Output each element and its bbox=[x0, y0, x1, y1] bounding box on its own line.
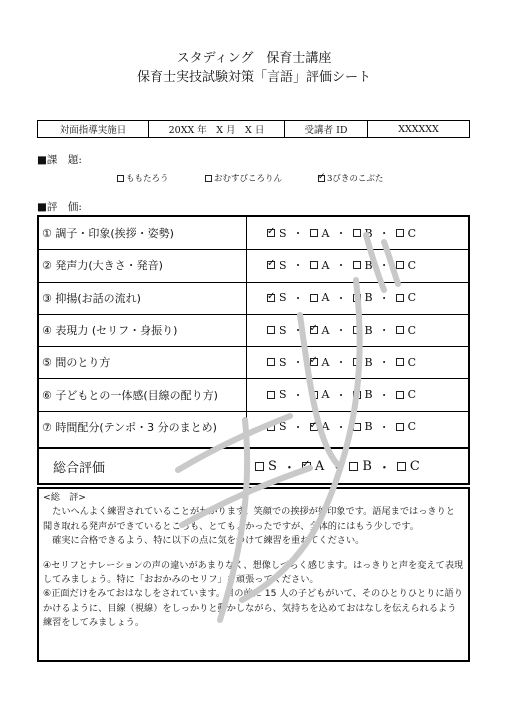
grade-letter: C bbox=[407, 420, 417, 434]
grade-separator: ・ bbox=[292, 291, 304, 305]
grade-letter: C bbox=[407, 226, 417, 240]
task-option-1[interactable] bbox=[117, 172, 169, 184]
grade-option-c[interactable] bbox=[396, 259, 416, 272]
grade-separator: ・ bbox=[292, 227, 304, 241]
task-label: ■課 題: bbox=[37, 154, 82, 166]
grade-letter: C bbox=[407, 355, 417, 369]
grade-option-c[interactable] bbox=[396, 388, 416, 401]
grade-letter: A bbox=[321, 355, 330, 369]
date-value: 20XX 年 X 月 X 日 bbox=[149, 121, 285, 137]
grade-option-c[interactable] bbox=[396, 356, 416, 369]
grade-letter: S bbox=[279, 388, 287, 402]
grade-letter: C bbox=[407, 258, 417, 272]
grade-separator: ・ bbox=[335, 259, 347, 273]
checkbox-icon[interactable] bbox=[396, 358, 404, 366]
criterion-row bbox=[39, 217, 468, 250]
grade-letter: S bbox=[279, 420, 287, 434]
checkbox-icon[interactable] bbox=[310, 423, 318, 431]
checkbox-icon[interactable] bbox=[353, 229, 361, 237]
info-table bbox=[37, 120, 470, 138]
task-option-label: おむすびころりん bbox=[214, 174, 283, 184]
grade-letter: B bbox=[364, 323, 373, 337]
criterion-label: ② 発声力(大きさ・発音) bbox=[39, 249, 247, 281]
checkbox-icon[interactable] bbox=[267, 423, 275, 431]
grade-letter: B bbox=[364, 291, 373, 305]
checkbox-icon[interactable] bbox=[267, 229, 275, 237]
grade-option-s[interactable] bbox=[267, 291, 287, 304]
checkbox-icon[interactable] bbox=[310, 326, 318, 334]
grade-letter: B bbox=[364, 258, 373, 272]
grade-letter: C bbox=[409, 458, 420, 474]
checkbox-icon[interactable] bbox=[318, 175, 325, 182]
checkbox-icon[interactable] bbox=[205, 175, 212, 182]
grade-letter: B bbox=[364, 388, 373, 402]
checkbox-icon[interactable] bbox=[310, 391, 318, 399]
grade-separator: ・ bbox=[292, 420, 304, 434]
checkbox-icon[interactable] bbox=[302, 462, 311, 471]
grade-separator: ・ bbox=[378, 324, 390, 338]
task-option-label: 3びきのこぶた bbox=[327, 174, 384, 184]
checkbox-icon[interactable] bbox=[267, 261, 275, 269]
grade-separator: ・ bbox=[335, 420, 347, 434]
grade-option-s[interactable] bbox=[267, 259, 287, 272]
checkbox-icon[interactable] bbox=[353, 294, 361, 302]
grade-letter: S bbox=[279, 226, 287, 240]
checkbox-icon[interactable] bbox=[397, 462, 406, 471]
grade-option-b[interactable] bbox=[353, 291, 373, 304]
grade-separator: ・ bbox=[282, 460, 296, 476]
page-title: スタディング 保育士講座 bbox=[176, 51, 332, 66]
grade-option-s[interactable] bbox=[267, 324, 287, 337]
criterion-row bbox=[39, 346, 468, 379]
criterion-row bbox=[39, 411, 468, 443]
grade-option-a[interactable] bbox=[310, 259, 330, 272]
grade-options bbox=[247, 346, 468, 378]
grade-letter: A bbox=[321, 226, 330, 240]
grade-letter: A bbox=[321, 420, 330, 434]
grade-separator: ・ bbox=[335, 291, 347, 305]
grade-options bbox=[247, 379, 468, 411]
checkbox-icon[interactable] bbox=[353, 358, 361, 366]
criterion-row bbox=[39, 282, 468, 315]
total-grade-option-a[interactable] bbox=[302, 459, 324, 474]
grade-letter: A bbox=[321, 388, 330, 402]
grade-letter: A bbox=[314, 458, 325, 474]
task-option-label: ももたろう bbox=[126, 174, 169, 184]
checkbox-icon[interactable] bbox=[117, 175, 124, 182]
checkbox-icon[interactable] bbox=[267, 358, 275, 366]
checkbox-icon[interactable] bbox=[353, 261, 361, 269]
grade-separator: ・ bbox=[335, 324, 347, 338]
grade-letter: C bbox=[407, 388, 417, 402]
checkbox-icon[interactable] bbox=[396, 423, 404, 431]
criterion-label: ③ 抑揚(お話の流れ) bbox=[39, 282, 247, 314]
grade-separator: ・ bbox=[292, 356, 304, 370]
grade-option-b[interactable] bbox=[353, 356, 373, 369]
checkbox-icon[interactable] bbox=[353, 326, 361, 334]
task-option-3[interactable] bbox=[318, 172, 383, 184]
grade-separator: ・ bbox=[378, 227, 390, 241]
grade-option-c[interactable] bbox=[396, 420, 416, 433]
criterion-label: ④ 表現力 (セリフ・身振り) bbox=[39, 314, 247, 346]
criterion-label: ⑤ 間のとり方 bbox=[39, 346, 247, 378]
grade-letter: S bbox=[279, 323, 287, 337]
grade-letter: B bbox=[364, 355, 373, 369]
grade-letter: S bbox=[279, 355, 287, 369]
comment-heading: <総 評> bbox=[43, 492, 86, 503]
checkbox-icon[interactable] bbox=[310, 294, 318, 302]
grade-option-a[interactable] bbox=[310, 420, 330, 433]
grade-letter: B bbox=[364, 226, 373, 240]
grade-letter: A bbox=[321, 291, 330, 305]
task-option-2[interactable] bbox=[205, 172, 282, 184]
checkbox-icon[interactable] bbox=[255, 462, 264, 471]
grade-option-b[interactable] bbox=[353, 227, 373, 240]
page-subtitle: 保育士実技試験対策「言語」評価シート bbox=[136, 70, 371, 85]
grade-separator: ・ bbox=[335, 388, 347, 402]
criterion-row bbox=[39, 314, 468, 347]
checkbox-icon[interactable] bbox=[267, 391, 275, 399]
grade-separator: ・ bbox=[377, 460, 391, 476]
grade-options bbox=[247, 282, 468, 314]
checkbox-icon[interactable] bbox=[310, 261, 318, 269]
grade-letter: B bbox=[362, 458, 372, 474]
grade-letter: S bbox=[279, 258, 287, 272]
grade-option-s[interactable] bbox=[267, 388, 287, 401]
grade-separator: ・ bbox=[378, 291, 390, 305]
checkbox-icon[interactable] bbox=[396, 391, 404, 399]
grade-separator: ・ bbox=[378, 259, 390, 273]
grade-option-c[interactable] bbox=[396, 227, 416, 240]
grade-option-c[interactable] bbox=[396, 324, 416, 337]
grade-letter: S bbox=[268, 458, 277, 474]
checkbox-icon[interactable] bbox=[353, 391, 361, 399]
criterion-row bbox=[39, 249, 468, 282]
grade-option-s[interactable] bbox=[267, 420, 287, 433]
comment-paragraph: 確実に合格できるよう、特に以下の点に気をつけて練習を重ねてください。 bbox=[43, 535, 365, 547]
criterion-row bbox=[39, 379, 468, 412]
grade-letter: S bbox=[279, 291, 287, 305]
grade-option-a[interactable] bbox=[310, 324, 330, 337]
checkbox-icon[interactable] bbox=[267, 294, 275, 302]
comment-box bbox=[37, 487, 470, 662]
grade-option-s[interactable] bbox=[267, 227, 287, 240]
checkbox-icon[interactable] bbox=[310, 358, 318, 366]
grade-option-a[interactable] bbox=[310, 388, 330, 401]
total-grade-options bbox=[247, 449, 468, 483]
grade-separator: ・ bbox=[378, 356, 390, 370]
checkbox-icon[interactable] bbox=[310, 229, 318, 237]
comment-paragraph: たいへんよく練習されていることがわかります。笑顔での挨拶が好印象です。語尾まではっきりと聞き取れる発声ができているところも、とてもよかったですが、全体的にはもう少しです。 bbox=[43, 506, 455, 532]
checkbox-icon[interactable] bbox=[396, 326, 404, 334]
evaluation-table bbox=[37, 215, 470, 485]
checkbox-icon[interactable] bbox=[396, 229, 404, 237]
total-evaluation-row bbox=[37, 447, 470, 485]
grade-option-b[interactable] bbox=[353, 388, 373, 401]
checkbox-icon[interactable] bbox=[396, 261, 404, 269]
id-label: 受講者 ID bbox=[285, 121, 368, 137]
grade-options bbox=[247, 249, 468, 281]
date-label: 対面指導実施日 bbox=[38, 121, 149, 137]
grade-options bbox=[247, 314, 468, 346]
grade-letter: C bbox=[407, 291, 417, 305]
grade-option-s[interactable] bbox=[267, 356, 287, 369]
criterion-label: ⑦ 時間配分(テンポ・3 分のまとめ) bbox=[39, 411, 247, 443]
grade-option-a[interactable] bbox=[310, 227, 330, 240]
comment-paragraph: ⑥正面だけをみておはなしをされています。目の前に 15 人の子どもがいて、そのひとりひとりに語りかけるように、目線（視線）をしっかりと動かしながら、気持ちを込めておはなしを伝えられるよう練習をしてみましょう。 bbox=[43, 588, 463, 629]
grade-letter: A bbox=[321, 323, 330, 337]
grade-option-a[interactable] bbox=[310, 291, 330, 304]
grade-option-b[interactable] bbox=[353, 420, 373, 433]
criterion-label: ① 調子・印象(挨拶・姿勢) bbox=[39, 217, 247, 249]
grade-letter: B bbox=[364, 420, 373, 434]
grade-option-a[interactable] bbox=[310, 356, 330, 369]
checkbox-icon[interactable] bbox=[396, 294, 404, 302]
grade-option-b[interactable] bbox=[353, 259, 373, 272]
grade-separator: ・ bbox=[292, 324, 304, 338]
checkbox-icon[interactable] bbox=[353, 423, 361, 431]
checkbox-icon[interactable] bbox=[349, 462, 358, 471]
grade-separator: ・ bbox=[378, 420, 390, 434]
grade-option-b[interactable] bbox=[353, 324, 373, 337]
total-grade-option-s[interactable] bbox=[255, 459, 277, 474]
total-evaluation-label: 総合評価 bbox=[39, 449, 247, 483]
comment-paragraph: ④セリフとナレーションの声の違いがあまりなく、想像しづらく感じます。はっきりと声を変えて表現してみましょう。特に「おおかみのセリフ」を頑張ってください。 bbox=[43, 559, 464, 586]
checkbox-icon[interactable] bbox=[267, 326, 275, 334]
grade-separator: ・ bbox=[335, 356, 347, 370]
grade-letter: A bbox=[321, 258, 330, 272]
criterion-label: ⑥ 子どもとの一体感(目線の配り方) bbox=[39, 379, 247, 411]
grade-option-c[interactable] bbox=[396, 291, 416, 304]
grade-options bbox=[247, 217, 468, 249]
grade-separator: ・ bbox=[292, 259, 304, 273]
evaluation-label: ■評 価: bbox=[37, 201, 82, 213]
grade-letter: C bbox=[407, 323, 417, 337]
grade-separator: ・ bbox=[335, 227, 347, 241]
grade-separator: ・ bbox=[330, 460, 344, 476]
grade-separator: ・ bbox=[378, 388, 390, 402]
total-grade-option-b[interactable] bbox=[349, 459, 372, 474]
grade-options bbox=[247, 411, 468, 443]
total-grade-option-c[interactable] bbox=[397, 459, 420, 474]
grade-separator: ・ bbox=[292, 388, 304, 402]
id-value: XXXXXX bbox=[398, 123, 439, 135]
